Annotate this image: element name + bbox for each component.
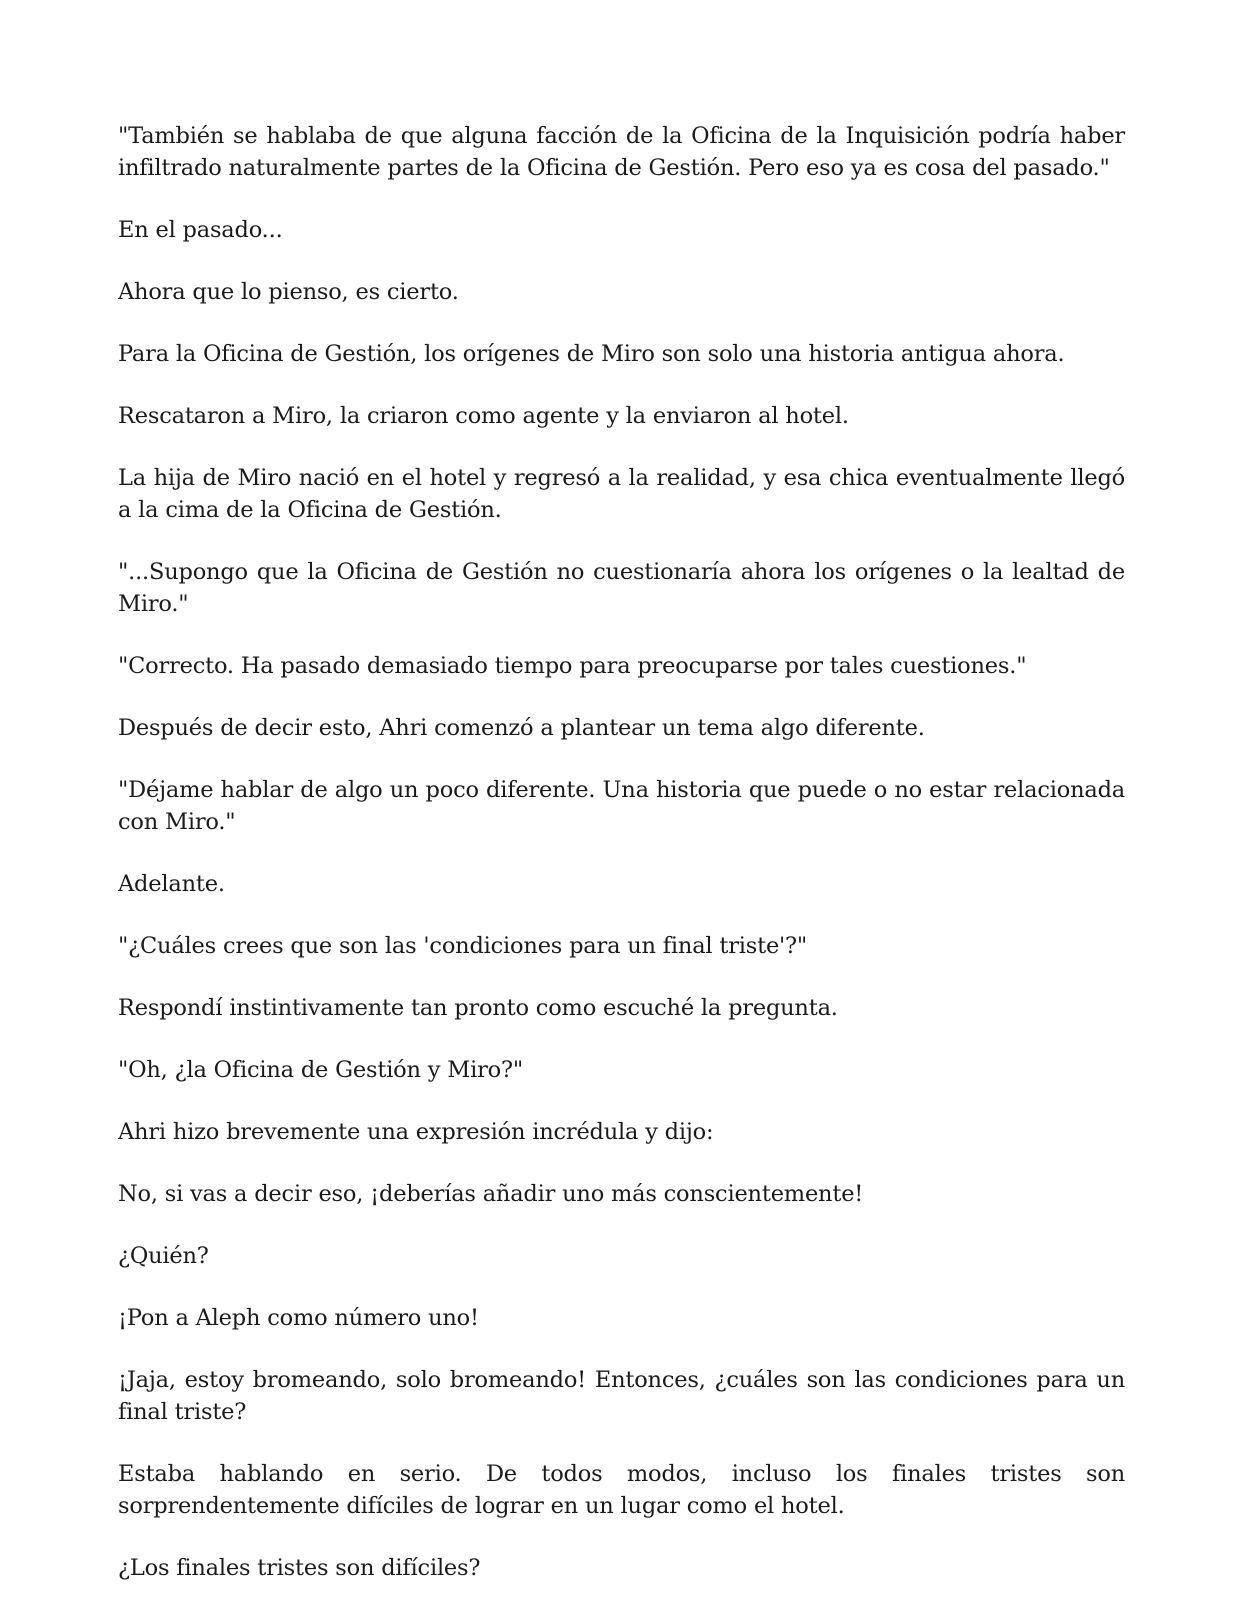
paragraph: "Déjame hablar de algo un poco diferente. Una historia que puede o no estar relacionada con Miro." (118, 777, 1125, 835)
paragraph: ¿Los finales tristes son difíciles? (118, 1555, 481, 1581)
paragraph: "Oh, ¿la Oficina de Gestión y Miro?" (118, 1057, 523, 1083)
paragraph: No, si vas a decir eso, ¡deberías añadir uno más conscientemente! (118, 1181, 864, 1207)
paragraph: ¡Pon a Aleph como número uno! (118, 1305, 479, 1331)
paragraph: Para la Oficina de Gestión, los orígenes de Miro son solo una historia antigua ahora. (118, 341, 1065, 367)
paragraph: Ahora que lo pienso, es cierto. (118, 279, 459, 305)
paragraph: Después de decir esto, Ahri comenzó a plantear un tema algo diferente. (118, 715, 925, 741)
paragraph: ¡Jaja, estoy bromeando, solo bromeando! Entonces, ¿cuáles son las condiciones para un final triste? (118, 1367, 1125, 1425)
paragraph: La hija de Miro nació en el hotel y regresó a la realidad, y esa chica eventualmente llegó a la cima de la Oficina de Gestión. (118, 465, 1125, 523)
paragraph: ¿Quién? (118, 1243, 209, 1269)
paragraph: Adelante. (118, 871, 225, 897)
paragraph: Ahri hizo brevemente una expresión incrédula y dijo: (118, 1119, 714, 1145)
paragraph: "...Supongo que la Oficina de Gestión no cuestionaría ahora los orígenes o la lealtad de Miro." (118, 559, 1125, 617)
paragraph: "También se hablaba de que alguna facción de la Oficina de la Inquisición podría haber infiltrado naturalmente partes de la Oficina de Gestión. Pero eso ya es cosa del pasado." (118, 123, 1125, 181)
paragraph: Estaba hablando en serio. De todos modos, incluso los finales tristes son sorprendentemente difíciles de lograr en un lugar como el hotel. (118, 1461, 1125, 1519)
paragraph: En el pasado... (118, 217, 283, 243)
paragraph: Respondí instintivamente tan pronto como escuché la pregunta. (118, 995, 838, 1021)
paragraph: Rescataron a Miro, la criaron como agente y la enviaron al hotel. (118, 403, 849, 429)
paragraph: "¿Cuáles crees que son las 'condiciones para un final triste'?" (118, 933, 808, 959)
document-body (118, 120, 1125, 1614)
paragraph: "Correcto. Ha pasado demasiado tiempo para preocuparse por tales cuestiones." (118, 653, 1027, 679)
